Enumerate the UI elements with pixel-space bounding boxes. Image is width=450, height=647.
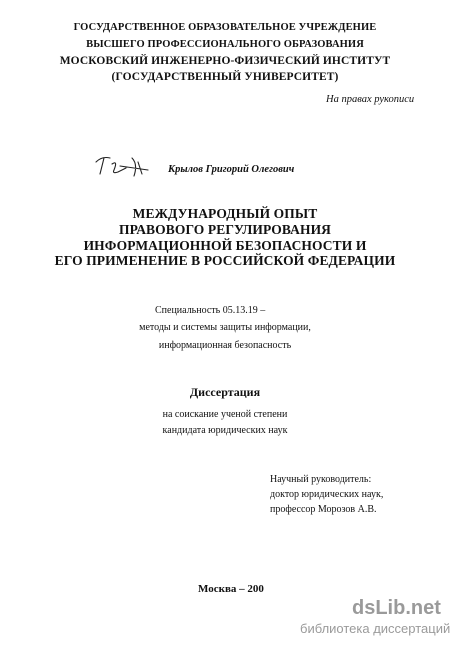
author-name: Крылов Григорий Олегович bbox=[168, 164, 295, 175]
advisor-line-1: Научный руководитель: bbox=[270, 474, 372, 485]
university-line-2: (ГОСУДАРСТВЕННЫЙ УНИВЕРСИТЕТ) bbox=[111, 71, 339, 83]
advisor-line-2: доктор юридических наук, bbox=[270, 489, 384, 500]
watermark-caption: библиотека диссертаций bbox=[300, 621, 450, 636]
institution-line-2: ВЫСШЕГО ПРОФЕССИОНАЛЬНОГО ОБРАЗОВАНИЯ bbox=[86, 39, 364, 50]
watermark-logo bbox=[352, 597, 441, 620]
title-line-1: МЕЖДУНАРОДНЫЙ ОПЫТ bbox=[132, 206, 318, 221]
advisor-line-3: профессор Морозов А.В. bbox=[270, 504, 377, 515]
degree-line-1: на соискание ученой степени bbox=[162, 409, 288, 420]
university-line-1: МОСКОВСКИЙ ИНЖЕНЕРНО-ФИЗИЧЕСКИЙ ИНСТИТУТ bbox=[59, 55, 391, 67]
title-line-4: ЕГО ПРИМЕНЕНИЕ В РОССИЙСКОЙ ФЕДЕРАЦИИ bbox=[54, 253, 396, 268]
watermark-logo-rest: Lib.net bbox=[375, 597, 441, 619]
institution-line-1: ГОСУДАРСТВЕННОЕ ОБРАЗОВАТЕЛЬНОЕ УЧРЕЖДЕНИЕ bbox=[73, 22, 377, 33]
degree-line-2: кандидата юридических наук bbox=[162, 425, 288, 436]
specialty-line-2: методы и системы защиты информации, bbox=[139, 322, 311, 333]
title-line-2: ПРАВОВОГО РЕГУЛИРОВАНИЯ bbox=[118, 222, 332, 237]
dissertation-label: Диссертация bbox=[189, 385, 261, 399]
city-year: Москва – 200 bbox=[198, 583, 264, 595]
title-line-3: ИНФОРМАЦИОННОЙ БЕЗОПАСНОСТИ И bbox=[83, 238, 367, 253]
specialty-line-1: Специальность 05.13.19 – bbox=[155, 305, 266, 316]
signature bbox=[92, 150, 152, 182]
specialty-line-3: информационная безопасность bbox=[158, 340, 292, 351]
manuscript-rights: На правах рукописи bbox=[326, 94, 415, 105]
watermark-logo-ds: ds bbox=[352, 597, 376, 619]
